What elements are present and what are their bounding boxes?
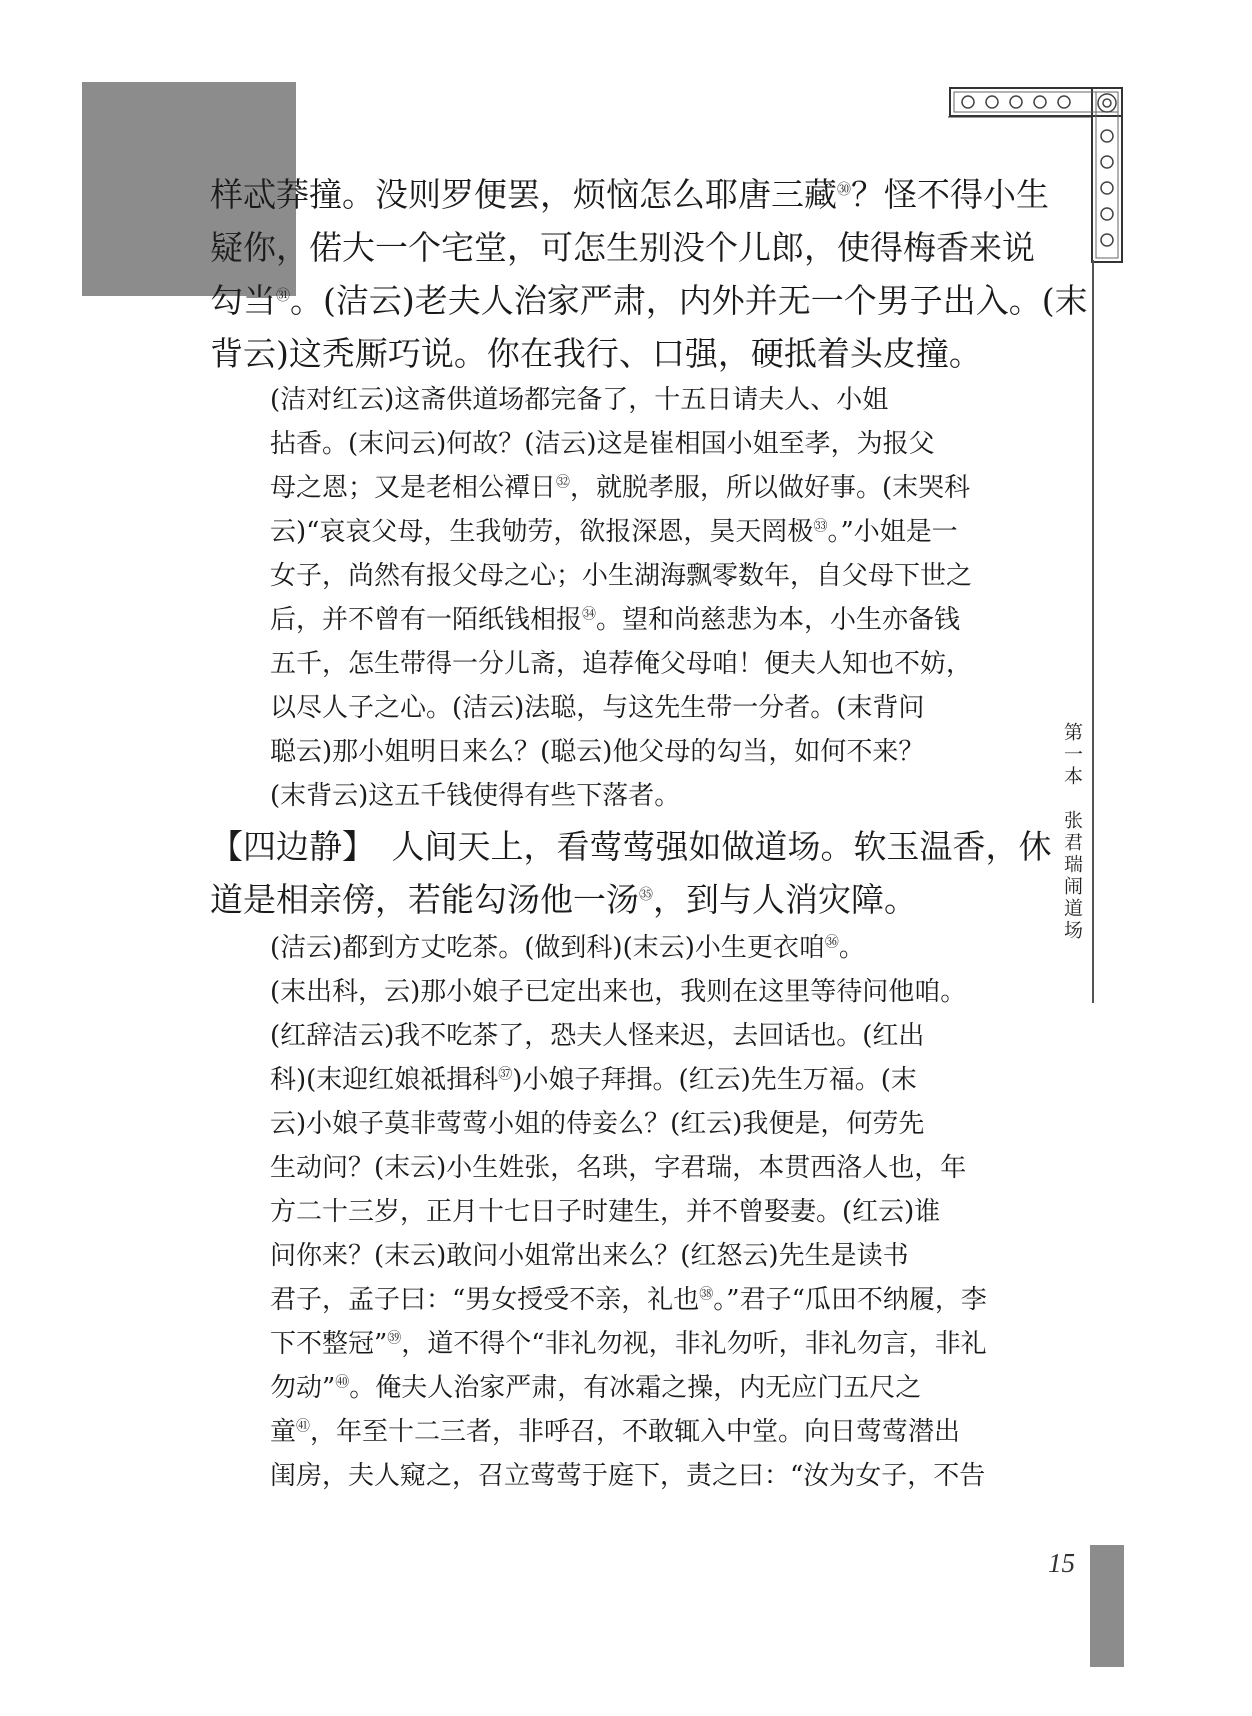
text-line: 聪云)那小姐明日来么？(聪云)他父母的勾当，如何不来？	[270, 737, 925, 767]
text-line: 女子，尚然有报父母之心；小生湖海飘零数年，自父母下世之	[270, 561, 973, 591]
running-chapter-title: 第一本 张君瑞闹道场	[1061, 722, 1083, 942]
footnote-marker: ㉞	[582, 606, 597, 623]
text-line: 道是相亲傍，若能勾汤他一汤$^㉟$，到与人消灾障。	[210, 880, 917, 919]
text-line: (末背云)这五千钱使得有些下落者。	[270, 781, 681, 811]
text-line: 云)小娘子莫非莺莺小姐的侍妾么？(红云)我便是，何劳先	[270, 1109, 925, 1139]
text-line: 【四边静】 人间天上，看莺莺强如做道场。软玉温香，休	[210, 827, 1052, 866]
gray-margin-block-bottom	[1090, 1545, 1124, 1667]
text-line: 勿动”$^㊵$。俺夫人治家严肃，有冰霜之操，内无应门五尺之	[270, 1373, 922, 1403]
text-line: 样忒莽撞。没则罗便罢，烦恼怎么耶唐三藏$^㉚$？怪不得小生	[210, 175, 1049, 214]
text-line: 方二十三岁，正月十七日子时建生，并不曾娶妻。(红云)谁	[270, 1197, 941, 1227]
text-line: (洁云)都到方丈吃茶。(做到科)(末云)小生更衣咱$^㊱$。	[270, 933, 865, 963]
footnote-marker: ㊱	[824, 934, 839, 951]
text-line: 君子，孟子曰：“男女授受不亲，礼也$^㊳$。”君子“瓜田不纳履，李	[270, 1285, 987, 1315]
text-line: (洁对红云)这斋供道场都完备了，十五日请夫人、小姐	[270, 385, 889, 415]
text-line: 云)“哀哀父母，生我劬劳，欲报深恩，昊天罔极$^㉝$。”小姐是一	[270, 517, 958, 547]
text-line: 以尽人子之心。(洁云)法聪，与这先生带一分者。(末背问	[270, 693, 925, 723]
text-line: 下不整冠”$^㊴$，道不得个“非礼勿视，非礼勿听，非礼勿言，非礼	[270, 1329, 987, 1359]
text-line: 问你来？(末云)敢问小姐常出来么？(红怒云)先生是读书	[270, 1241, 909, 1271]
text-line: 拈香。(末问云)何故？(洁云)这是崔相国小姐至孝，为报父	[270, 429, 935, 459]
text-line: (末出科，云)那小娘子已定出来也，我则在这里等待问他咱。	[270, 977, 967, 1007]
text-line: 闺房，夫人窥之，召立莺莺于庭下，责之曰：“汝为女子，不告	[270, 1461, 986, 1491]
footnote-marker: ㊵	[335, 1374, 350, 1391]
footnote-marker: ㊴	[387, 1330, 402, 1347]
footnote-marker: ㉜	[556, 474, 571, 491]
text-line: 勾当$^㉛$。(洁云)老夫人治家严肃，内外并无一个男子出入。(末	[210, 281, 1088, 320]
footnote-marker: ㉟	[639, 887, 653, 903]
text-line: 生动问？(末云)小生姓张，名珙，字君瑞，本贯西洛人也，年	[270, 1153, 967, 1183]
footnote-marker: ㉝	[813, 518, 828, 535]
footnote-marker: ㊶	[296, 1418, 311, 1435]
text-line: 童$^㊶$，年至十二三者，非呼召，不敢辄入中堂。向日莺莺潜出	[270, 1417, 961, 1447]
text-line: 后，并不曾有一陌纸钱相报$^㉞$。望和尚慈悲为本，小生亦备钱	[270, 605, 961, 635]
text-line: 疑你，偌大一个宅堂，可怎生别没个儿郎，使得梅香来说	[210, 228, 1035, 267]
dialogue-paragraph-1	[270, 378, 1025, 818]
verse-paragraph-2	[210, 820, 1052, 926]
footnote-marker: ㊳	[699, 1286, 714, 1303]
page-number: 15	[1048, 1548, 1075, 1578]
margin-rule	[1092, 260, 1094, 1003]
text-line: 母之恩；又是老相公禫日$^㉜$，就脱孝服，所以做好事。(末哭科	[270, 473, 971, 503]
text-line: 科)(末迎红娘祗揖科$^㊲$)小娘子拜揖。(红云)先生万福。(末	[270, 1065, 917, 1095]
text-line: 背云)这秃厮巧说。你在我行、口强，硬抵着头皮撞。	[210, 334, 982, 373]
footnote-marker: ㉛	[276, 288, 290, 304]
text-line: 五千，怎生带得一分儿斋，追荐俺父母咱！便夫人知也不妨，	[270, 649, 973, 679]
dialogue-paragraph-2	[270, 926, 1025, 1498]
footnote-marker: ㉚	[837, 182, 851, 198]
text-line: (红辞洁云)我不吃茶了，恐夫人怪来迟，去回话也。(红出	[270, 1021, 925, 1051]
verse-paragraph-1	[210, 168, 1088, 380]
footnote-marker: ㊲	[498, 1066, 513, 1083]
